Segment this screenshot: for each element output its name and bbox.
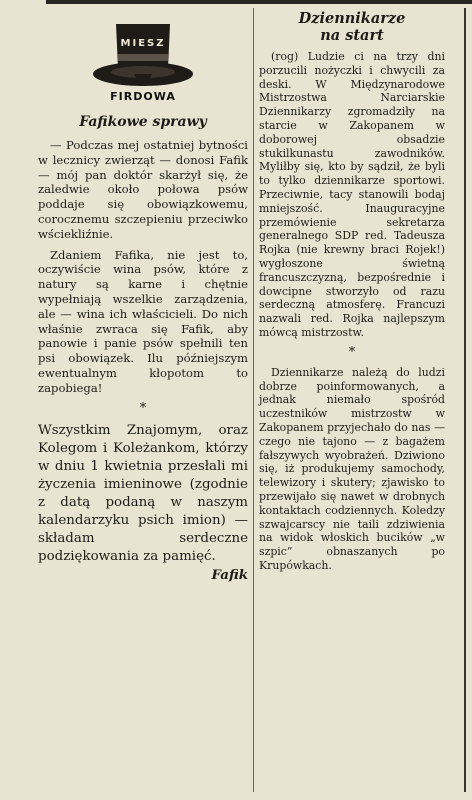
right-column [259,10,445,573]
column-divider [253,8,254,792]
article-paragraph: Dziennikarze należą do ludzi dobrze poinformowanych, a jednak niemało spośród uczestników mistrzostw w Zakopanem przyjechało do nas — czego nie tajono — z bagażem fałszywych wyobrażeń. Dziwiono się, iż produkujemy samochody, telewizory i skutery; zjawisko to przewijało się nawet w drobnych kontaktach codziennych. Koledzy szwajcarscy nie taili zdziwienia na widok włoskich bucików „w szpic” obnaszanych po Krupówkach. [259,365,445,572]
greeting-notice [38,422,248,583]
top-border [46,0,472,4]
article-headline [259,10,445,44]
headline-line: Dziennikarze [298,10,406,27]
section-separator: * [348,344,356,360]
fafik-hat-logo [88,18,198,108]
signature: Fafik [211,566,248,583]
left-column [38,10,248,584]
logo-caption: FIRDOWA [110,90,176,103]
right-border [464,8,466,792]
column-heading: Fafikowe sprawy [79,114,207,130]
article-paragraph: Zdaniem Fafika, nie jest to, oczywiście wina psów, które z natury są karne i chętnie wypełniają wszelkie zarządzenia, ale — wina ich właścicieli. Do nich właśnie zwraca się Fafik, aby panowie i panie psów spełnili ten psi obowiązek. Ilu późniejszym ewentualnym kłopotom to zapobiega! [38,247,248,395]
headline-line: na start [320,27,384,44]
logo-top-text: MIESZ [120,38,166,49]
greeting-text: Wszystkim Znajomym, oraz Kolegom i Koleżankom, którzy w dniu 1 kwietnia przesłali mi życzenia imieninowe (zgodnie z datą podaną w naszym kalendarzyku psich imion) — składam serdeczne podziękowania za pamięć. [38,422,248,564]
article-paragraph: (rog) Ludzie ci na trzy dni porzucili nożyczki i chwycili za deski. W Międzynarodowe Mistrzostwa Narciarskie Dziennikarzy zgromadziły na starcie w Zakopanem w doborowej obsadzie stukilkunastu zawodników. Myliłby się, kto by sądził, że byli to tylko dziennikarze sportowi. Przeciwnie, tacy stanowili bodaj mniejszość. Inauguracyjne przemówienie sekretarza generalnego SDP red. Tadeusza Rojka (nie krewny braci Rojek!) wygłoszone świetną francuszczyzną, bezpośrednie i dowcipne stworzyło od razu serdeczną atmosferę. Francuzi nazwali red. Rojka najlepszym mówcą mistrzostw. [259,50,445,339]
section-separator: * [139,400,147,416]
article-paragraph: — Podczas mej ostatniej bytności w lecznicy zwierząt — donosi Fafik — mój pan doktór skarżył się, że zaledwie około połowa psów poddaje się obowiązkowemu, corocznemu szczepieniu przeciwko wściekliźnie. [38,138,248,241]
